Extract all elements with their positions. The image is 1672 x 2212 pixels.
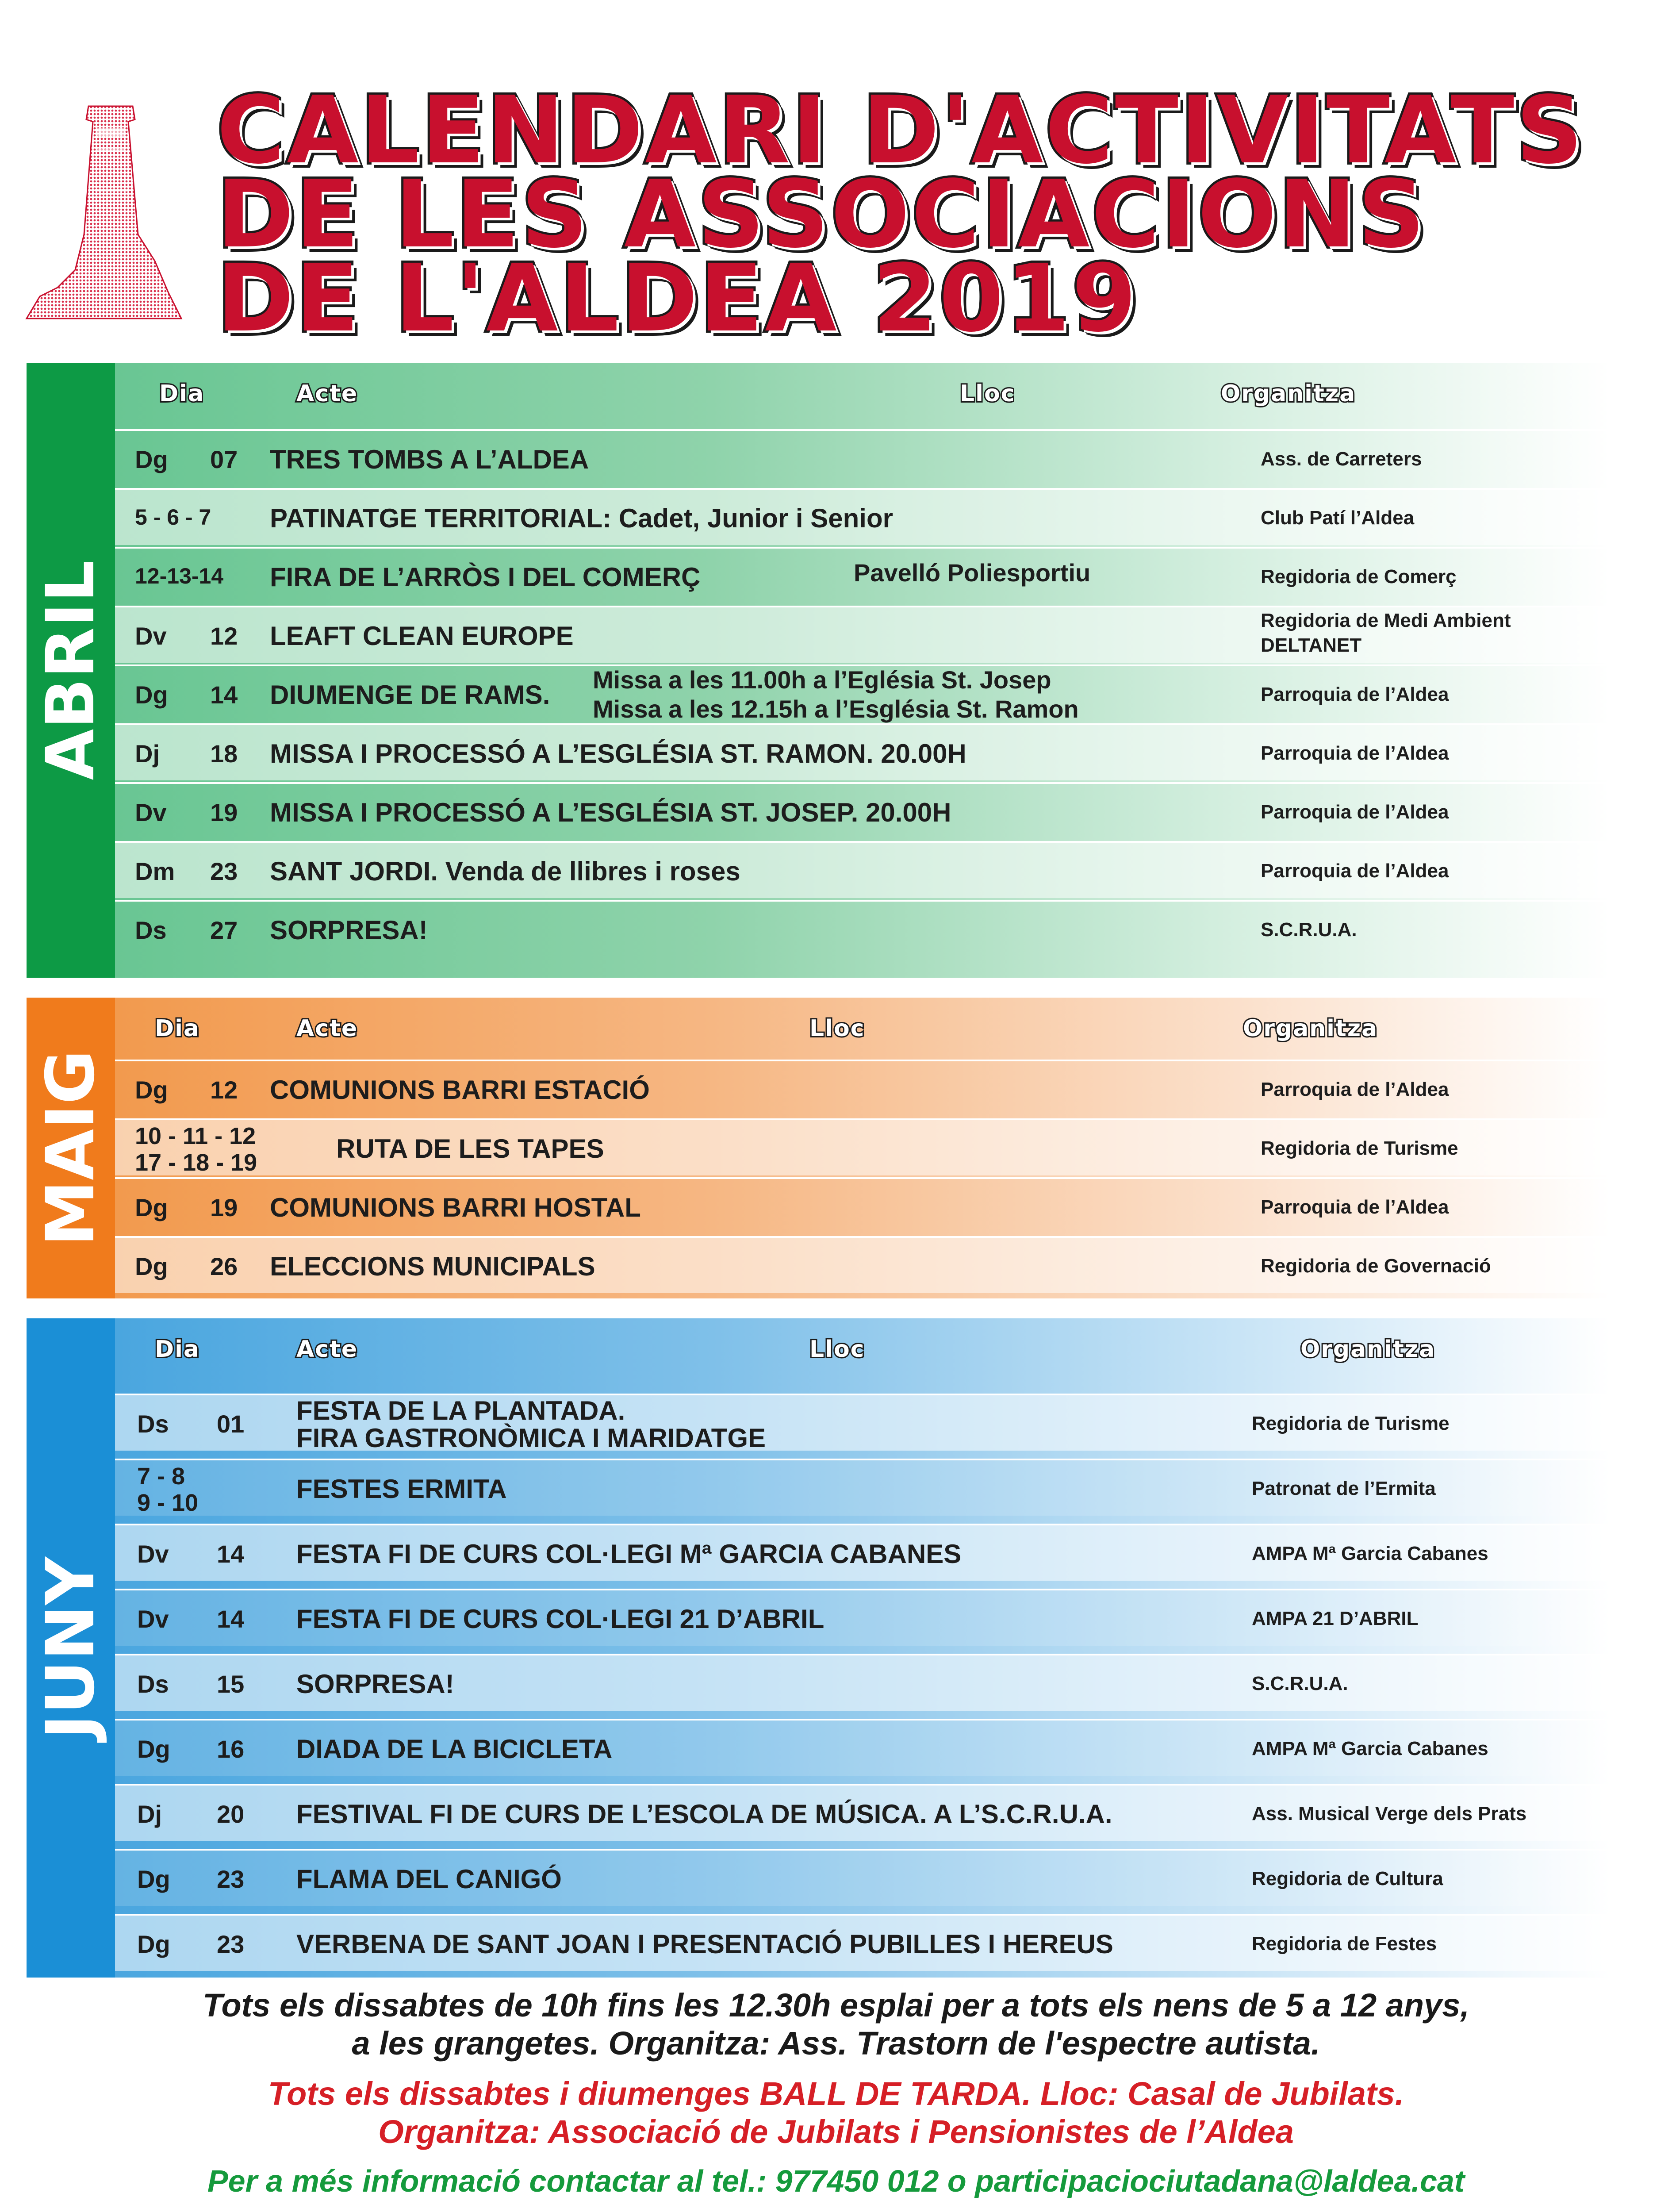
row-day: Ds (135, 916, 167, 944)
table-row (115, 1849, 1637, 1906)
footer-ball-line-2: Organitza: Associació de Jubilats i Pensionistes de l’Aldea (378, 2113, 1294, 2150)
row-day: Dj (135, 740, 160, 768)
header-acte: Acte (296, 380, 358, 407)
table-row (115, 429, 1610, 486)
table-row (115, 606, 1610, 663)
row-activity: ELECCIONS MUNICIPALS (270, 1252, 595, 1281)
header-lloc: Lloc (809, 1015, 865, 1042)
row-organizer: Ass. Musical Verge dels Prats (1252, 1803, 1527, 1824)
row-activity: FESTIVAL FI DE CURS DE L’ESCOLA DE MÚSICA. A L’S.C.R.U.A. (296, 1799, 1112, 1829)
row-activity: SORPRESA! (296, 1669, 454, 1699)
row-activity: DIADA DE LA BICICLETA (296, 1734, 613, 1764)
table-row (115, 1719, 1637, 1776)
row-activity: COMUNIONS BARRI ESTACIÓ (270, 1075, 650, 1105)
row-organizer: Patronat de l’Ermita (1252, 1478, 1436, 1499)
row-day-number: 14 (210, 681, 238, 709)
row-day-number: 15 (217, 1670, 245, 1698)
row-organizer: S.C.R.U.A. (1252, 1673, 1348, 1694)
footer-contact: Per a més informació contactar al tel.: 977450 012 o participaciociutadana@laldea.cat (207, 2164, 1465, 2198)
row-organizer: Regidoria de Medi Ambient DELTANET (1261, 610, 1511, 656)
row-organizer: Regidoria de Comerç (1261, 566, 1457, 588)
table-row (115, 1784, 1637, 1841)
row-day-number: 19 (210, 799, 238, 826)
row-organizer: Regidoria de Festes (1252, 1933, 1437, 1955)
month-bar-abril (27, 363, 115, 978)
header-lloc: Lloc (960, 380, 1016, 407)
row-organizer: Club Patí l’Aldea (1261, 507, 1415, 529)
table-row (115, 900, 1610, 957)
row-day: Dg (135, 1076, 168, 1104)
row-day-number: 12 (210, 622, 238, 650)
header-organitza: Organitza (1243, 1015, 1378, 1042)
header-dia: Dia (155, 1336, 200, 1363)
row-day-number: 23 (217, 1930, 245, 1958)
row-activity: FIRA DE L’ARRÒS I DEL COMERÇ (270, 562, 701, 592)
row-location: Pavelló Poliesportiu (854, 559, 1091, 587)
row-activity: FESTES ERMITA (296, 1474, 507, 1504)
row-organizer: Parroquia de l’Aldea (1261, 684, 1449, 705)
header-organitza: Organitza (1221, 380, 1356, 407)
row-organizer: Parroquia de l’Aldea (1261, 1196, 1449, 1218)
row-day: Dv (135, 622, 167, 650)
header-acte: Acte (296, 1336, 358, 1363)
table-row (115, 1060, 1610, 1117)
month-bar-juny (27, 1318, 115, 1978)
row-day-number: 01 (217, 1410, 245, 1438)
row-day-number: 14 (217, 1540, 245, 1568)
header-organitza: Organitza (1300, 1336, 1436, 1363)
row-organizer: AMPA Mª Garcia Cabanes (1252, 1543, 1488, 1564)
row-activity: MISSA I PROCESSÓ A L’ESGLÉSIA ST. RAMON. 20.00H (270, 739, 966, 768)
month-label-maig: MAIG (32, 1049, 109, 1247)
row-day-number: 19 (210, 1194, 238, 1221)
row-organizer: Parroquia de l’Aldea (1261, 801, 1449, 823)
table-row (115, 723, 1610, 780)
section-maig (27, 998, 1610, 1298)
row-activity: SANT JORDI. Venda de llibres i roses (270, 856, 740, 886)
row-day: 10 - 11 - 12 17 - 18 - 19 (135, 1123, 257, 1176)
table-row (115, 1177, 1610, 1234)
table-row (115, 1589, 1637, 1646)
row-day: Dg (135, 1194, 168, 1221)
row-day: 12-13-14 (135, 564, 224, 588)
footer-esplai-line-1: Tots els dissabtes de 10h fins les 12.30h esplai per a tots els nens de 5 a 12 anys, (203, 1987, 1469, 2024)
row-day: Dg (135, 1252, 168, 1280)
row-day: Dv (137, 1605, 169, 1633)
row-organizer: Regidoria de Turisme (1252, 1413, 1450, 1434)
row-day: Dg (137, 1865, 170, 1893)
table-row (115, 1459, 1637, 1516)
row-day: 5 - 6 - 7 (135, 505, 211, 530)
row-day: Dv (137, 1540, 169, 1568)
row-activity: FLAMA DEL CANIGÓ (296, 1864, 562, 1894)
row-day: Dm (135, 857, 175, 885)
row-organizer: AMPA 21 D’ABRIL (1252, 1608, 1419, 1629)
row-activity: LEAFT CLEAN EUROPE (270, 621, 574, 651)
footer-esplai-line-2: a les grangetes. Organitza: Ass. Trastorn de l'espectre autista. (352, 2025, 1320, 2062)
table-row (115, 1236, 1610, 1293)
row-organizer: Ass. de Carreters (1261, 448, 1422, 470)
row-day: Dg (137, 1735, 170, 1763)
row-activity: VERBENA DE SANT JOAN I PRESENTACIÓ PUBILLES I HEREUS (296, 1929, 1113, 1959)
row-day-number: 07 (210, 445, 238, 473)
row-organizer: Parroquia de l’Aldea (1261, 742, 1449, 764)
row-organizer: Regidoria de Governació (1261, 1255, 1491, 1277)
row-day: Dg (137, 1930, 170, 1958)
row-organizer: AMPA Mª Garcia Cabanes (1252, 1738, 1488, 1759)
row-day: Dv (135, 799, 167, 826)
row-day-number: 14 (217, 1605, 245, 1633)
row-day-number: 18 (210, 740, 238, 768)
row-day-number: 16 (217, 1735, 245, 1763)
row-day: Ds (137, 1670, 169, 1698)
row-activity: PATINATGE TERRITORIAL: Cadet, Junior i Senior (270, 503, 893, 533)
header-lloc: Lloc (809, 1336, 865, 1363)
title-line-3: DE L'ALDEA 2019 (217, 244, 1139, 353)
table-row (115, 1118, 1610, 1175)
row-activity: DIUMENGE DE RAMS. (270, 680, 550, 710)
section-juny (27, 1318, 1610, 1978)
title-line-1: CALENDARI D'ACTIVITATS (217, 76, 1585, 184)
row-activity: RUTA DE LES TAPES (336, 1134, 604, 1164)
title-line-2: DE LES ASSOCIACIONS (217, 160, 1427, 269)
row-activity: FESTA FI DE CURS COL·LEGI 21 D’ABRIL (296, 1604, 824, 1634)
row-day-number: 26 (210, 1252, 238, 1280)
tower-logo (22, 102, 199, 323)
row-organizer: Regidoria de Turisme (1261, 1137, 1458, 1159)
row-day-number: 20 (217, 1800, 245, 1828)
row-activity: FESTA DE LA PLANTADA. FIRA GASTRONÒMICA I MARIDATGE (296, 1396, 766, 1453)
row-day: Dj (137, 1800, 162, 1828)
table-row (115, 1394, 1637, 1451)
row-organizer: S.C.R.U.A. (1261, 919, 1357, 941)
page-title (217, 76, 1654, 353)
row-organizer: Parroquia de l’Aldea (1261, 1079, 1449, 1100)
row-activity: MISSA I PROCESSÓ A L’ESGLÉSIA ST. JOSEP. 20.00H (270, 798, 951, 827)
row-organizer: Parroquia de l’Aldea (1261, 860, 1449, 882)
section-abril (27, 363, 1610, 978)
row-activity: COMUNIONS BARRI HOSTAL (270, 1193, 641, 1222)
table-row (115, 841, 1610, 898)
table-row (115, 1914, 1637, 1971)
row-day-number: 12 (210, 1076, 238, 1104)
row-day: Dg (135, 445, 168, 473)
row-activity: SORPRESA! (270, 915, 428, 945)
table-row (115, 547, 1610, 604)
table-row (115, 1654, 1637, 1711)
row-activity: FESTA FI DE CURS COL·LEGI Mª GARCIA CABANES (296, 1539, 962, 1569)
row-location: Missa a les 11.00h a l’Eglésia St. Josep Missa a les 12.15h a l’Església St. Ramon (593, 666, 1079, 723)
header-dia: Dia (155, 1015, 200, 1042)
month-bar-maig (27, 998, 115, 1298)
month-label-juny: JUNY (32, 1557, 109, 1739)
month-label-abril: ABRIL (32, 560, 109, 780)
header-dia: Dia (159, 380, 205, 407)
row-day: Ds (137, 1410, 169, 1438)
row-day-number: 27 (210, 916, 238, 944)
row-day: Dg (135, 681, 168, 709)
table-row (115, 1524, 1637, 1581)
footer-ball-line-1: Tots els dissabtes i diumenges BALL DE TARDA. Lloc: Casal de Jubilats. (268, 2075, 1404, 2112)
row-day-number: 23 (210, 857, 238, 885)
table-row (115, 664, 1610, 722)
table-row (115, 488, 1610, 545)
header-acte: Acte (296, 1015, 358, 1042)
table-row (115, 782, 1610, 839)
row-day-number: 23 (217, 1865, 245, 1893)
row-day: 7 - 8 9 - 10 (137, 1463, 199, 1516)
row-activity: TRES TOMBS A L’ALDEA (270, 445, 589, 474)
row-organizer: Regidoria de Cultura (1252, 1868, 1443, 1889)
